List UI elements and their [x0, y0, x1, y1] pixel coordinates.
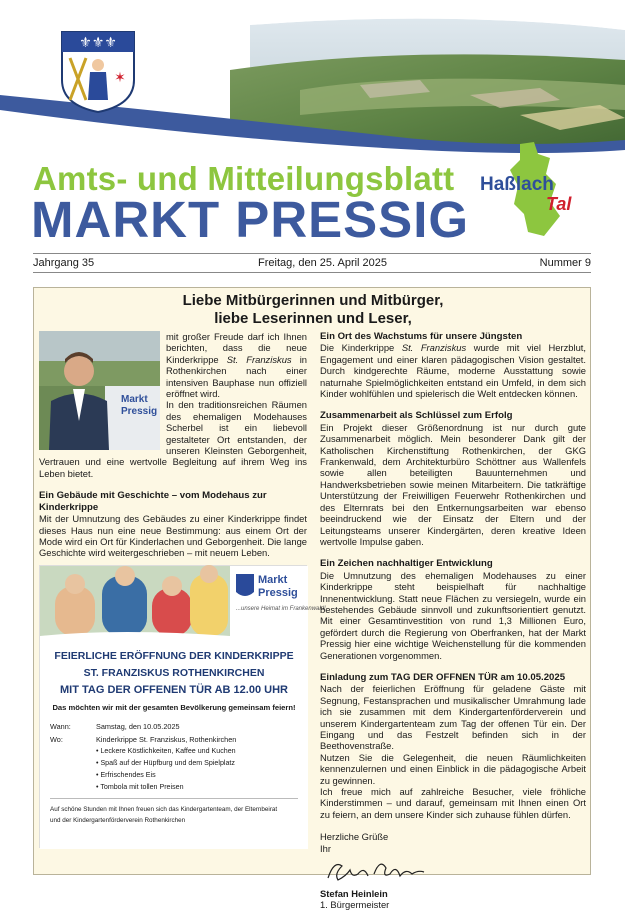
section3-text: Ein Projekt dieser Größenordnung ist nur durch gute Zusammenarbeit möglich. Mein besonderer Dank gilt der Katholischen Kirchenstiftung Rothenkirchen, der GKG Frankenwald, dem Architekturbüro Schöttner aus Wallenfels sowie allen beteiligten Bauunternehmen und Handwerksbetrieben sowie meinen Mitarbeitern. Die tatkräftige Unterstützung der Freiwilligen Feuerwehr Rothenkirchen und des Elternrats bei den Entkernungsarbeiten war ebenso beeindruckend wie der Einsatz der Eltern und der Leitungsteams unserer Kindergärten, deren kreative Ideen wertvolle Impulse gaben.: [320, 421, 586, 547]
aerial-landscape-photo: [0, 0, 625, 160]
section1-heading: Ein Gebäude mit Geschichte – vom Modehaus zur Kinderkrippe: [39, 490, 267, 513]
poster-logo-line1: Markt: [258, 574, 288, 586]
left-column: [39, 331, 307, 559]
closing-line2: Ihr: [320, 842, 331, 854]
signer-name: Stefan Heinlein: [320, 888, 388, 900]
closing-line1: Herzliche Grüße: [320, 831, 389, 843]
poster-where: Wo: Kinderkrippe St. Franziskus, Rothenkirchen: [50, 735, 237, 744]
poster-title-line3: MIT TAG DER OFFENEN TÜR AB 12.00 UHR: [60, 684, 288, 696]
issue-number: Nummer 9: [539, 257, 591, 269]
issue-meta-bar: [33, 253, 591, 273]
section5-text-2: Nutzen Sie die Gelegenheit, die neuen Räumlichkeiten kennenzulernen und einen Einblick in die pädagogische Arbeit zu gewinnen.: [320, 751, 586, 786]
greeting-line2: liebe Leserinnen und Leser,: [214, 310, 412, 327]
poster-logo-line2: Pressig: [258, 587, 298, 599]
intro-paragraph: mit großer Freude darf ich Ihnen berichten, dass die neue Kinderkrippe St. Franziskus in Rothenkirchen nach einer intensiven Bauphase nun offiziell eröffnet wird.: [166, 331, 307, 400]
region-logo-line2: Tal: [546, 194, 572, 214]
poster-footer-line2: und der Kindergartenförderverein Rothenkirchen: [50, 817, 186, 824]
svg-text:⚜⚜⚜: ⚜⚜⚜: [79, 35, 117, 51]
section3-heading: Zusammenarbeit als Schlüssel zum Erfolg: [320, 410, 513, 422]
coat-of-arms-icon: [62, 32, 134, 112]
masthead-title-line1: Amts- und Mitteilungsblatt: [33, 160, 455, 197]
poster-subline: Das möchten wir mit der gesamten Bevölkerung gemeinsam feiern!: [52, 703, 296, 712]
section2-text: Die Kinderkrippe St. Franziskus wurde mit viel Herzblut, Engagement und einer klaren pädagogischen Vision gestaltet. Durch kindgerechte Räume, moderne Ausstattung sowie naturnahe Spielmöglichkeiten entstand ein Umfeld, in dem sich Kinder wohlfühlen und spielerisch die Welt entdecken können.: [320, 342, 586, 400]
right-column: [320, 331, 586, 911]
mayor-letter-box: [33, 287, 591, 911]
issue-year: Jahrgang 35: [33, 257, 95, 269]
issue-date: Freitag, den 25. April 2025: [258, 257, 388, 269]
poster-when: Wann: Samstag, den 10.05.2025: [50, 722, 180, 731]
poster-title-line1: FEIERLICHE ERÖFFNUNG DER KINDERKRIPPE: [54, 650, 294, 662]
hasslachtal-logo: [476, 140, 596, 240]
signer-title: 1. Bürgermeister: [320, 899, 390, 911]
greeting-line1: Liebe Mitbürgerinnen und Mitbürger,: [182, 292, 444, 309]
poster-footer-line1: Auf schöne Stunden mit Ihnen freuen sich das Kindergartenteam, der Elternbeirat: [50, 806, 278, 813]
intro-paragraph-2: In den traditionsreichen Räumen des ehemaligen Modehauses Scherbel ist ein liebevoll gestalteter Ort entstanden, der unseren Kleinsten Geborgenheit, Vertrauen und eine wertvolle Begleitung auf ihrem Weg ins Leben bietet.: [39, 399, 307, 479]
handwritten-signature: [320, 854, 586, 888]
section4-text: Die Umnutzung des ehemaligen Modehauses zu einer Kinderkrippe steht beispielhaft für nachhaltige Innenentwicklung. Statt neue Flächen zu versiegeln, wurde ein bestehendes Gebäude sinnvoll und zukunftsorientiert genutzt. Mit einer Gesamtinvestition von rund 1,3 Millionen Euro, gefördert durch die Regierung von Oberfranken, hat der Markt Pressig hier eine wichtige Weichenstellung für die kommenden Generationen vorgenommen.: [320, 569, 586, 661]
section4-heading: Ein Zeichen nachhaltiger Entwicklung: [320, 558, 493, 570]
poster-title-line2: ST. FRANZISKUS ROTHENKIRCHEN: [83, 667, 265, 679]
masthead-title-line2: MARKT PRESSIG: [31, 191, 470, 248]
poster-bullet: • Leckere Köstlichkeiten, Kaffee und Kuchen: [96, 747, 236, 755]
section5-heading: Einladung zum TAG DER OFFNEN TÜR am 10.05.2025: [320, 671, 566, 683]
section1-text: Mit der Umnutzung des Gebäudes zu einer Kinderkrippe findet dieses Haus nun eine neue Bestimmung: aus einem Ort der Mode wird ein Ort für Kinderlachen und Geborgenheit. Die lange Geschichte wird weitergeschrieben – mit neuem Leben.: [39, 513, 307, 559]
poster-slogan: ...unsere Heimat im Frankenwald!: [236, 606, 326, 612]
masthead-banner: [0, 0, 625, 160]
poster-bullet: • Erfrischendes Eis: [96, 771, 156, 779]
portrait-sign-line2: Pressig: [121, 406, 158, 417]
region-logo-line1: Haßlach: [480, 174, 554, 195]
mayor-portrait-photo: [39, 331, 160, 450]
svg-text:✶: ✶: [114, 70, 126, 86]
poster-bullet: • Spaß auf der Hüpfburg und dem Spielplatz: [96, 759, 235, 767]
event-poster: [39, 565, 326, 848]
section5-text-3: Ich freue mich auf zahlreiche Besucher, viele fröhliche Kinderstimmen – und darauf, gemeinsam mit Ihnen einen Ort zu feiern, an dem unsere Kinder sich zuhause fühlen dürfen.: [320, 786, 586, 820]
section2-heading: Ein Ort des Wachstums für unsere Jüngsten: [320, 331, 523, 342]
section5-text-1: Nach der feierlichen Eröffnung für geladene Gäste mit Segnung, Festansprachen und musikalischer Umrahmung lade ich sie zusammen mit dem Kindergartenförderverein und unserem Kindergartenteam zum Tag der offenen Tür ein. Der Eingang und das Festzelt befinden sich in der Beethovenstraße.: [320, 683, 586, 752]
portrait-sign-line1: Markt: [121, 394, 148, 405]
poster-bullet: • Tombola mit tollen Preisen: [96, 783, 184, 791]
